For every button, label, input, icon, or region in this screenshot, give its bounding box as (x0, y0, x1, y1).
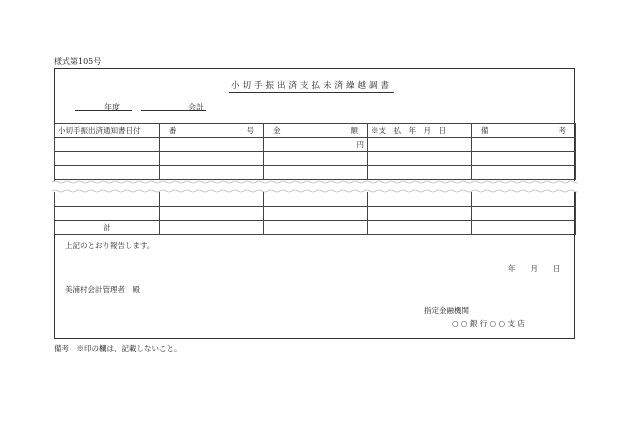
header-amount (264, 124, 368, 138)
form-number: 様式第105号 (54, 57, 102, 66)
cell-date[interactable] (55, 152, 160, 166)
table-row (55, 138, 576, 152)
cell-number[interactable] (160, 166, 264, 180)
header-amount-right: 額 (350, 126, 358, 135)
account-label: 会計 (188, 103, 204, 112)
header-remarks (472, 124, 576, 138)
report-statement: 上記のとおり報告します。 (65, 241, 155, 250)
header-number-left: 番 (169, 126, 177, 135)
table-break-wave-top (52, 180, 578, 184)
total-payment-date[interactable] (368, 220, 472, 234)
total-row (55, 220, 576, 234)
cell-amount[interactable] (264, 138, 368, 152)
total-remarks[interactable] (472, 220, 576, 234)
institution-label: 指定金融機関 (424, 306, 469, 315)
header-payment-date: ※支 払 年 月 日 (368, 124, 472, 138)
cell-payment-date[interactable] (368, 206, 472, 220)
table-row (55, 166, 576, 180)
cell-payment-date[interactable] (368, 192, 472, 206)
cell-date[interactable] (55, 166, 160, 180)
cell-date[interactable] (55, 206, 160, 220)
cell-amount[interactable] (264, 152, 368, 166)
table-row (55, 152, 576, 166)
total-number[interactable] (160, 220, 264, 234)
yen-unit: 円 (356, 140, 364, 149)
cell-payment-date[interactable] (368, 152, 472, 166)
report-date[interactable]: 年 月 日 (508, 264, 561, 273)
cell-payment-date[interactable] (368, 166, 472, 180)
ledger-table-upper (54, 123, 576, 180)
cell-amount[interactable] (264, 166, 368, 180)
cell-remarks[interactable] (472, 166, 576, 180)
fiscal-year-label: 年度 (104, 103, 120, 112)
cell-number[interactable] (160, 192, 264, 206)
cell-payment-date[interactable] (368, 138, 472, 152)
table-row (55, 192, 576, 206)
total-label: 計 (55, 220, 160, 234)
header-check-notice-date: 小切手振出済通知書日付 (55, 124, 160, 138)
cell-date[interactable] (55, 192, 160, 206)
header-remarks-right: 考 (558, 126, 566, 135)
cell-number[interactable] (160, 152, 264, 166)
table-row (55, 206, 576, 220)
header-number-right: 号 (246, 126, 254, 135)
total-amount[interactable] (264, 220, 368, 234)
bank-branch: ○ ○ 銀 行 ○ ○ 支 店 (452, 319, 525, 328)
cell-number[interactable] (160, 138, 264, 152)
header-number (160, 124, 264, 138)
addressee: 美浦村会計管理者 殿 (65, 285, 140, 294)
footnote: 備考 ※印の欄は、記載しないこと。 (54, 344, 182, 353)
header-amount-left: 金 (273, 126, 281, 135)
header-remarks-left: 備 (481, 126, 489, 135)
ledger-table-lower (54, 192, 576, 235)
cell-remarks[interactable] (472, 192, 576, 206)
cell-remarks[interactable] (472, 152, 576, 166)
cell-number[interactable] (160, 206, 264, 220)
cell-amount[interactable] (264, 206, 368, 220)
form-title: 小切手振出済支払未済繰越調書 (231, 81, 393, 91)
cell-remarks[interactable] (472, 206, 576, 220)
cell-amount[interactable] (264, 192, 368, 206)
cell-remarks[interactable] (472, 138, 576, 152)
cell-date[interactable] (55, 138, 160, 152)
table-header-row (55, 124, 576, 138)
